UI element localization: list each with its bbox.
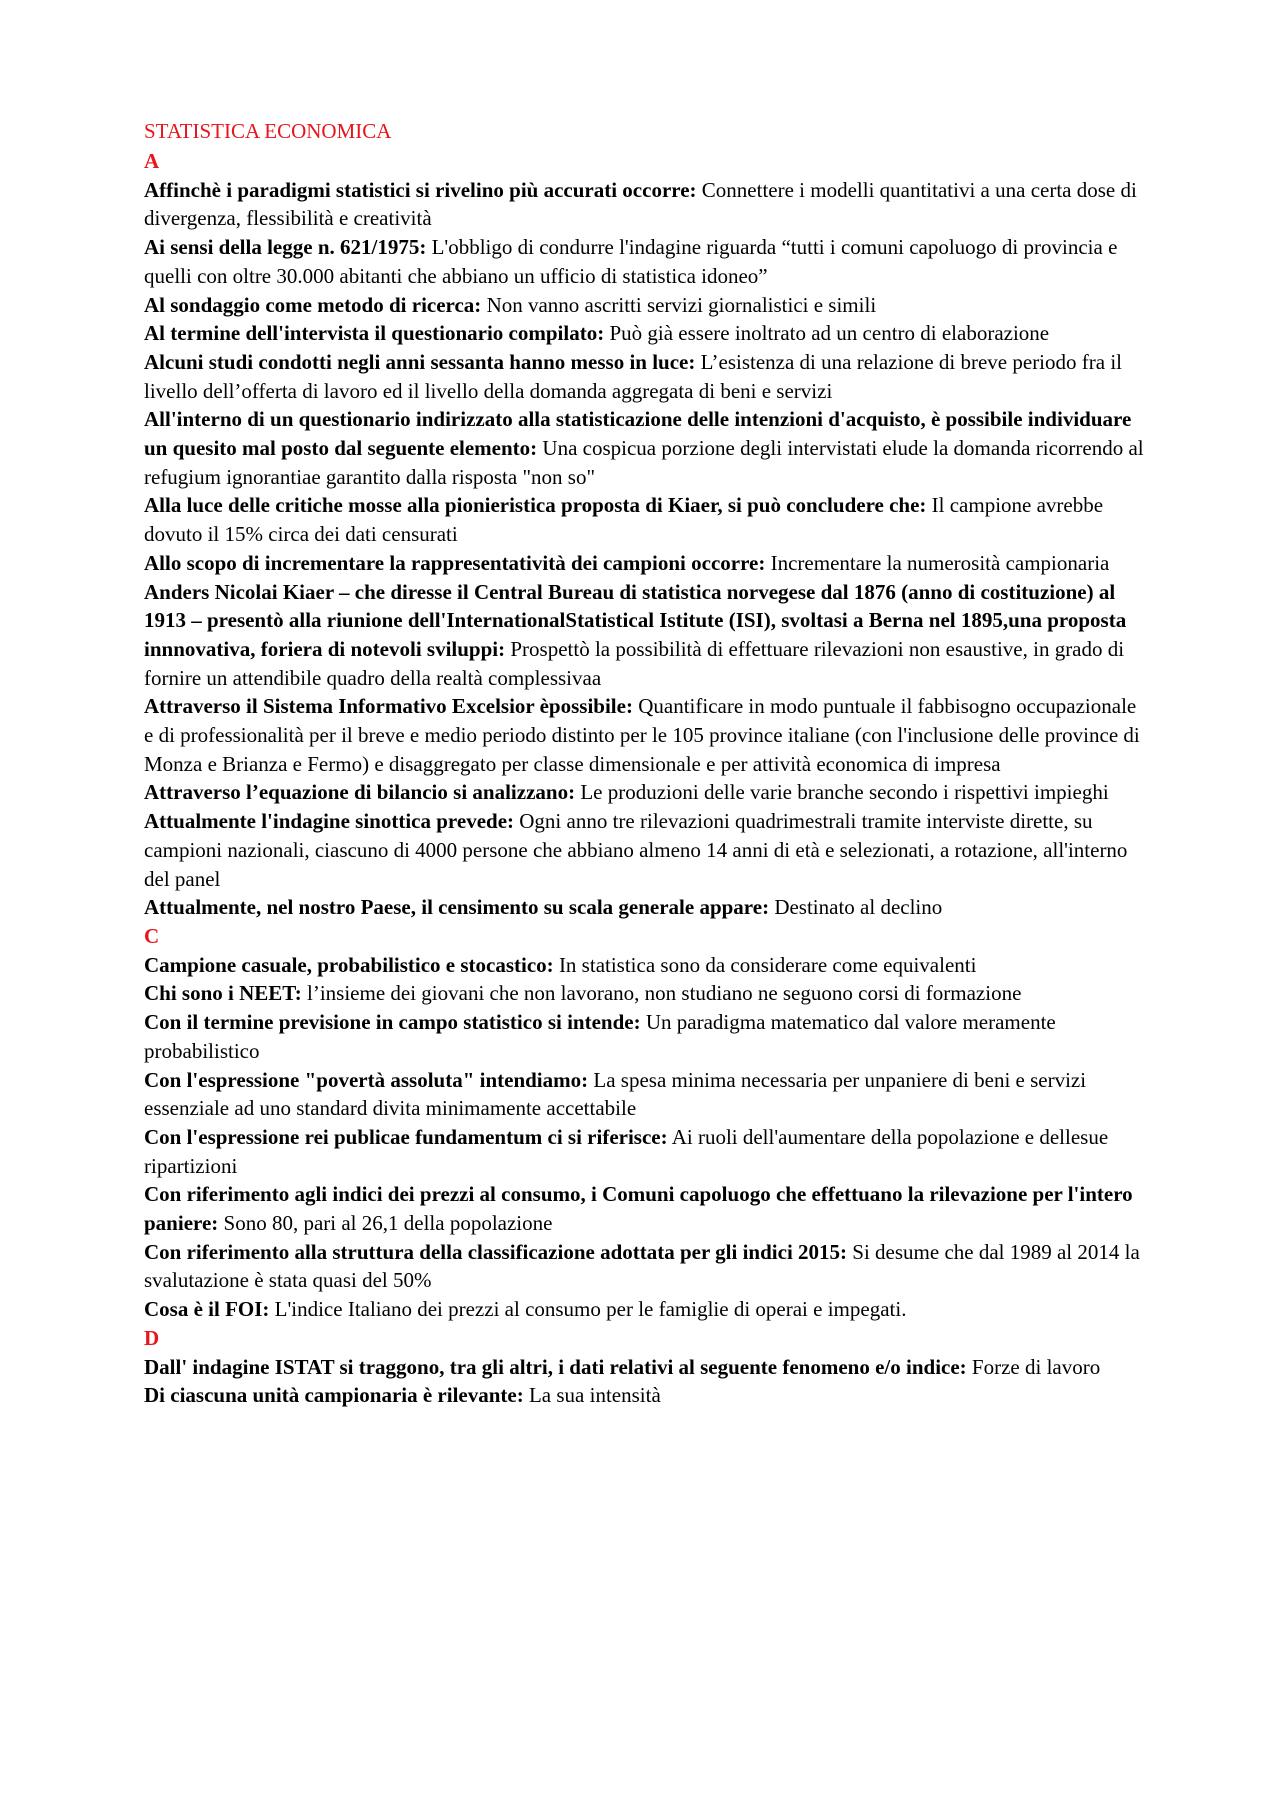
answer-text: L'obbligo di condurre l'indagine riguarda “tutti i comuni capoluogo di provincia e quelli con oltre 30.000 abitanti che abbiano un ufficio di statistica idoneo”	[144, 235, 1118, 288]
qa-entry	[144, 491, 1144, 548]
answer-text: Ai ruoli dell'aumentare della popolazione e dellesue ripartizioni	[144, 1124, 1109, 1178]
question-text: All'interno di un questionario indirizzato alla statisticazione delle intenzioni d'acquisto, è possibile individuare un quesito mal posto dal seguente elemento:	[144, 407, 1132, 461]
question-text: Con il termine previsione in campo statistico si intende:	[144, 1010, 641, 1035]
answer-text: Destinato al declino	[774, 895, 943, 920]
answer-text: Una cospicua porzione degli intervistati elude la domanda ricorrendo al refugium ignorantiae garantito dalla risposta "non so"	[144, 436, 1144, 489]
answer-text: Può già essere inoltrato ad un centro di elaborazione	[609, 321, 1050, 346]
qa-entry	[144, 405, 1144, 491]
question-text: Anders Nicolai Kiaer – che diresse il Central Bureau di statistica norvegese dal 1876 (anno di costituzione) al 1913 – presentò alla riunione dell'InternationalStatistical Istitute (ISI), svoltasi a Berna nel 1895,una proposta innnovativa, foriera di notevoli sviluppi:	[144, 579, 1127, 661]
answer-text: In statistica sono da considerare come equivalenti	[558, 952, 977, 977]
answer-text: l’insieme dei giovani che non lavorano, non studiano ne seguono corsi di formazione	[307, 981, 1022, 1006]
qa-entry	[144, 348, 1144, 405]
qa-entry	[144, 893, 1144, 922]
question-text: Al sondaggio come metodo di ricerca:	[144, 292, 482, 317]
question-text: Alcuni studi condotti negli anni sessanta hanno messo in luce:	[144, 349, 696, 374]
qa-entry	[144, 692, 1144, 778]
section-letter-d: D	[144, 1325, 160, 1350]
qa-entry	[144, 951, 1144, 980]
qa-entry	[144, 1066, 1144, 1123]
answer-text: Il campione avrebbe dovuto il 15% circa dei dati censurati	[144, 493, 1104, 547]
document-page	[144, 116, 1144, 1410]
qa-entry	[144, 291, 1144, 320]
qa-entry	[144, 1381, 1144, 1410]
section-letter-a: A	[144, 149, 160, 173]
answer-text: Non vanno ascritti servizi giornalistici e simili	[486, 292, 877, 317]
answer-text: Forze di lavoro	[971, 1354, 1101, 1379]
question-text: Campione casuale, probabilistico e stocastico:	[144, 952, 554, 977]
question-text: Con l'espressione "povertà assoluta" intendiamo:	[144, 1067, 589, 1092]
qa-entry	[144, 1238, 1144, 1295]
question-text: Attualmente l'indagine sinottica prevede:	[144, 809, 515, 834]
question-text: Ai sensi della legge n. 621/1975:	[144, 235, 427, 260]
question-text: Di ciascuna unità campionaria è rilevante:	[144, 1383, 524, 1408]
answer-text: Connettere i modelli quantitativi a una certa dose di divergenza, flessibilità e creatività	[144, 177, 1137, 231]
qa-entry	[144, 1008, 1144, 1065]
question-text: Attraverso il Sistema Informativo Excelsior èpossibile:	[144, 694, 633, 719]
question-text: Al termine dell'intervista il questionario compilato:	[144, 321, 605, 346]
question-text: Chi sono i NEET:	[144, 981, 302, 1006]
qa-entry	[144, 233, 1144, 290]
answer-text: Incrementare la numerosità campionaria	[770, 550, 1110, 575]
question-text: Con l'espressione rei publicae fundamentum ci si riferisce:	[144, 1124, 668, 1149]
qa-entry	[144, 1180, 1144, 1237]
answer-text: Prospettò la possibilità di effettuare rilevazioni non esaustive, in grado di fornire un attendibile quadro della realtà complessivaa	[144, 636, 1125, 690]
question-text: Affinchè i paradigmi statistici si rivelino più accurati occorre:	[144, 177, 697, 202]
answer-text: L'indice Italiano dei prezzi al consumo per le famiglie di operai e impegati.	[274, 1297, 907, 1322]
document-title: STATISTICA ECONOMICA	[144, 119, 392, 143]
question-text: Alla luce delle critiche mosse alla pionieristica proposta di Kiaer, si può concludere che:	[144, 493, 927, 518]
answer-text: Un paradigma matematico dal valore meramente probabilistico	[144, 1010, 1056, 1063]
qa-entry	[144, 578, 1144, 693]
qa-entry	[144, 319, 1144, 348]
qa-entry	[144, 176, 1144, 233]
qa-entry	[144, 778, 1144, 807]
answer-text: Si desume che dal 1989 al 2014 la svalutazione è stata quasi del 50%	[144, 1239, 1140, 1293]
answer-text: La spesa minima necessaria per unpaniere di beni e servizi essenziale ad uno standard divita minimamente accettabile	[144, 1067, 1087, 1121]
question-text: Con riferimento alla struttura della classificazione adottata per gli indici 2015:	[144, 1239, 848, 1264]
sections-container	[144, 147, 1144, 1410]
qa-entry	[144, 807, 1144, 893]
qa-entry	[144, 1295, 1144, 1324]
question-text: Dall' indagine ISTAT si traggono, tra gli altri, i dati relativi al seguente fenomeno e/o indice:	[144, 1354, 967, 1379]
answer-text: La sua intensità	[528, 1383, 661, 1408]
answer-text: L’esistenza di una relazione di breve periodo fra il livello dell’offerta di lavoro ed il livello della domanda aggregata di beni e servizi	[144, 349, 1122, 403]
answer-text: Quantificare in modo puntuale il fabbisogno occupazionale e di professionalità per il breve e medio periodo distinto per le 105 province italiane (con l'inclusione delle province di Monza e Brianza e Fermo) e disaggregato per classe dimensionale e per attività economica di impresa	[144, 694, 1140, 776]
qa-entry	[144, 1123, 1144, 1180]
qa-entry	[144, 979, 1144, 1008]
qa-entry	[144, 1353, 1144, 1382]
question-text: Allo scopo di incrementare la rappresentatività dei campioni occorre:	[144, 550, 766, 575]
question-text: Cosa è il FOI:	[144, 1297, 270, 1322]
answer-text: Sono 80, pari al 26,1 della popolazione	[223, 1211, 553, 1236]
question-text: Attraverso l’equazione di bilancio si analizzano:	[144, 780, 576, 805]
answer-text: Le produzioni delle varie branche secondo i rispettivi impieghi	[580, 780, 1109, 805]
question-text: Con riferimento agli indici dei prezzi al consumo, i Comuni capoluogo che effettuano la rilevazione per l'intero paniere:	[144, 1182, 1133, 1236]
section-letter-c: C	[144, 923, 160, 948]
answer-text: Ogni anno tre rilevazioni quadrimestrali tramite interviste dirette, su campioni nazionali, ciascuno di 4000 persone che abbiano almeno 14 anni di età e selezionati, a rotazione, all'interno del panel	[144, 809, 1128, 891]
qa-entry	[144, 549, 1144, 578]
question-text: Attualmente, nel nostro Paese, il censimento su scala generale appare:	[144, 895, 770, 920]
